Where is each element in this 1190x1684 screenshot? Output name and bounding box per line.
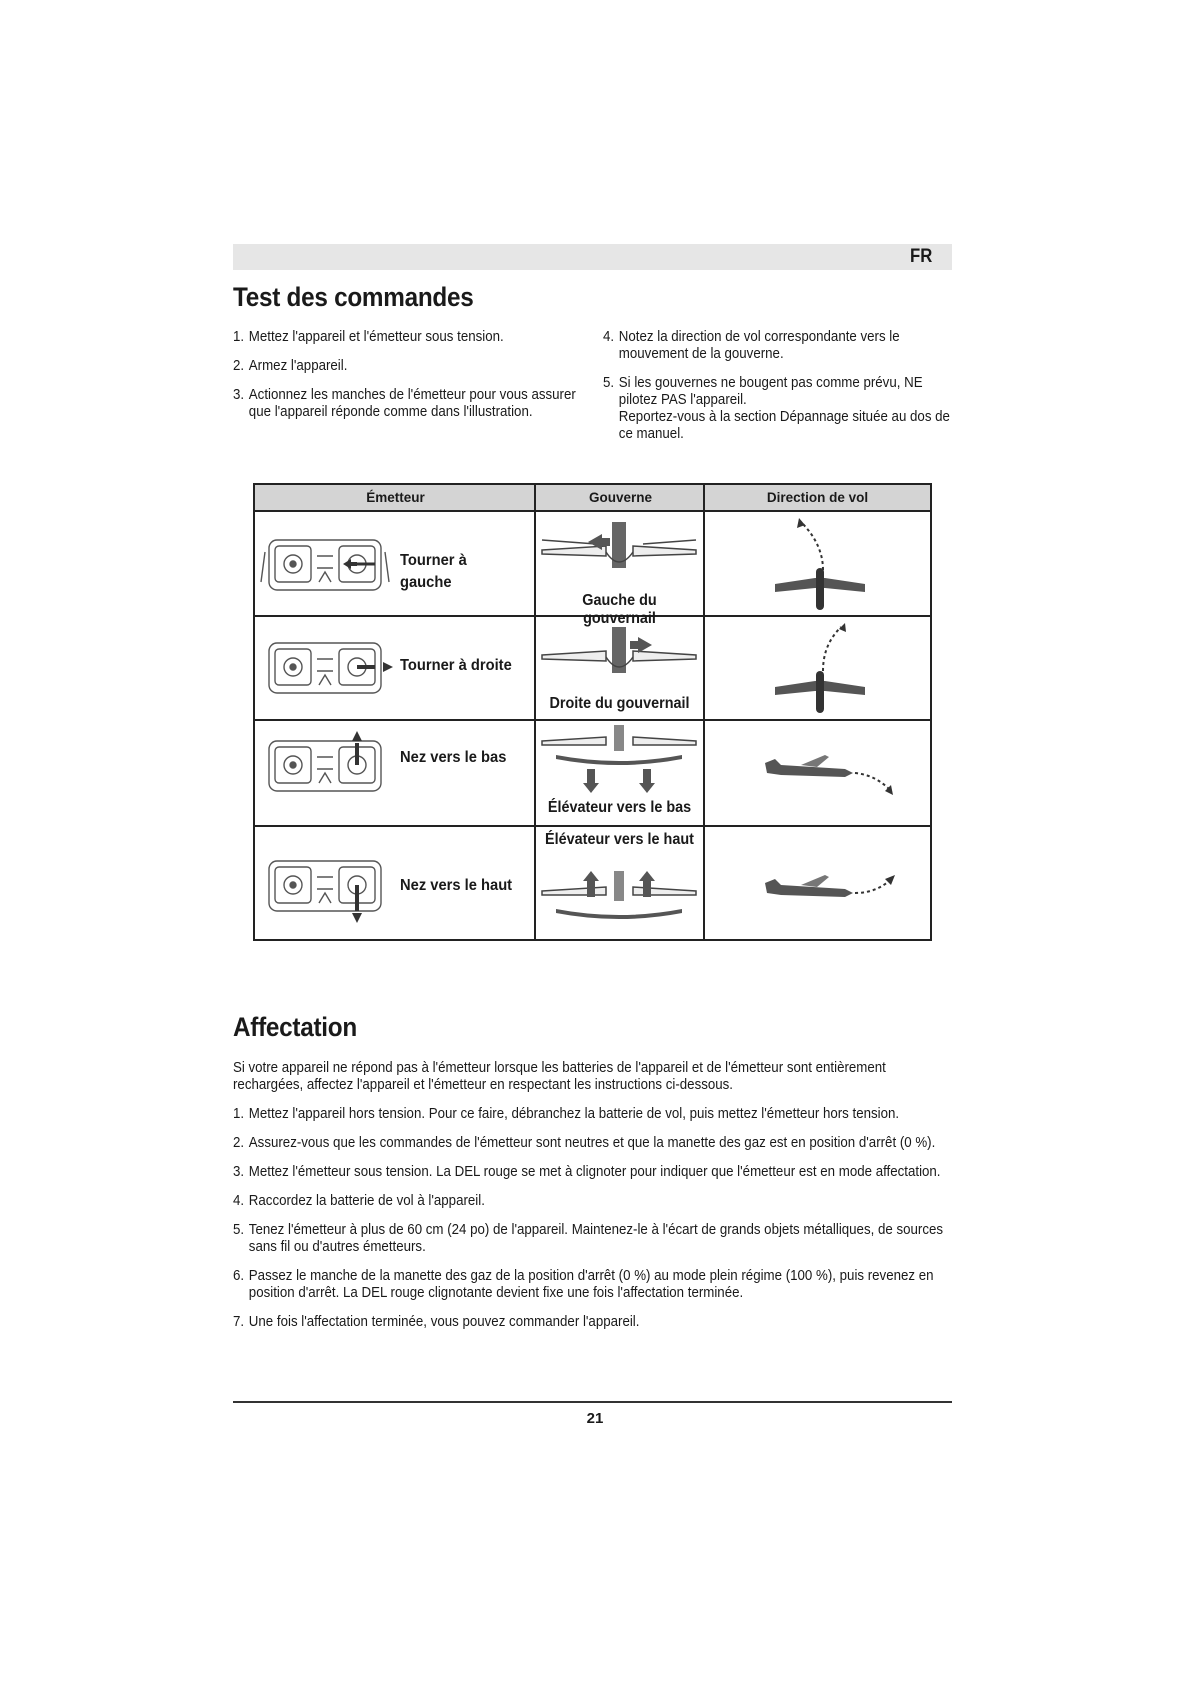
binding-intro: Si votre appareil ne répond pas à l'émetteur lorsque les batteries de l'appareil et de l'émetteur sont entièrement rechargées, affectez l'appareil et l'émetteur en respectant les instructions ci-dessous. [233, 1060, 886, 1093]
list-item: 1. Mettez l'appareil et l'émetteur sous tension. [233, 329, 504, 345]
table-row [255, 617, 534, 719]
list-item: 3. Mettez l'émetteur sous tension. La DEL rouge se met à clignoter pour indiquer que l'émetteur est en mode affectation. [233, 1164, 941, 1180]
table-row [705, 512, 930, 615]
surface-label: Gauche du gouvernail [582, 592, 657, 627]
stick-label: Tourner à gauche [400, 552, 467, 591]
stick-label: Tourner à droite [400, 657, 512, 674]
table-row [255, 721, 534, 825]
stick-label: Nez vers le bas [400, 749, 507, 766]
page-number: 21 [586, 1410, 604, 1427]
language-label: FR [909, 246, 932, 267]
surface-label: Élévateur vers le haut [545, 831, 694, 848]
transmitter-icon [255, 721, 395, 825]
elevator-up-icon [536, 857, 703, 937]
table-row [705, 721, 930, 825]
elevator-down-icon [536, 721, 703, 801]
footer-rule [233, 1401, 952, 1403]
table-row [255, 827, 534, 939]
table-row [705, 827, 930, 939]
surface-label: Droite du gouvernail [549, 695, 690, 712]
header-control-surface: Gouverne [536, 485, 705, 512]
plane-nose-down-icon [705, 721, 930, 825]
list-item: 5. Tenez l'émetteur à plus de 60 cm (24 po) de l'appareil. Maintenez-le à l'écart de grands objets métalliques, de sources sans fil ou d'autres émetteurs. [233, 1222, 944, 1255]
list-item: 1. Mettez l'appareil hors tension. Pour ce faire, débranchez la batterie de vol, puis mettez l'émetteur hors tension. [233, 1106, 900, 1122]
transmitter-icon [255, 827, 395, 939]
rudder-left-icon [536, 512, 703, 592]
section-title-control-test: Test des commandes [233, 282, 474, 312]
list-item: 2. Assurez-vous que les commandes de l'émetteur sont neutres et que la manette des gaz est en position d'arrêt (0 %). [233, 1135, 936, 1151]
list-item: 4. Raccordez la batterie de vol à l'appareil. [233, 1193, 485, 1209]
language-bar [233, 244, 952, 270]
plane-nose-up-icon [705, 827, 930, 939]
control-test-steps-left [233, 329, 576, 433]
table-row [536, 721, 703, 825]
surface-label: Élévateur vers le bas [547, 799, 692, 816]
list-item: 6. Passez le manche de la manette des gaz de la position d'arrêt (0 %) au mode plein régime (100 %), puis revenez en position d'arrêt. La DEL rouge clignotante devient fixe une fois l'affectation terminée. [233, 1268, 934, 1301]
binding-steps [233, 1106, 953, 1343]
control-test-steps-right [603, 329, 948, 455]
transmitter-icon [255, 617, 395, 719]
header-transmitter: Émetteur [255, 485, 536, 512]
list-item: 2. Armez l'appareil. [233, 358, 348, 374]
table-row [705, 617, 930, 719]
list-item: 4. Notez la direction de vol correspondante vers le mouvement de la gouverne. [603, 329, 900, 362]
table-row [255, 512, 534, 615]
list-item: 3. Actionnez les manches de l'émetteur pour vous assurer que l'appareil réponde comme dans l'illustration. [233, 387, 576, 420]
control-test-table [253, 483, 932, 941]
stick-label: Nez vers le haut [400, 877, 513, 894]
table-row [536, 512, 703, 627]
list-item: 5. Si les gouvernes ne bougent pas comme prévu, NE pilotez PAS l'appareil. Reportez-vous à la section Dépannage située au dos de ce manuel. [603, 375, 950, 442]
table-row [536, 617, 703, 719]
plane-turn-left-icon [705, 512, 930, 615]
section-title-binding: Affectation [233, 1012, 357, 1042]
table-row [536, 827, 703, 939]
transmitter-icon [255, 512, 395, 615]
plane-turn-right-icon [705, 617, 930, 719]
rudder-right-icon [536, 617, 703, 697]
list-item: 7. Une fois l'affectation terminée, vous pouvez commander l'appareil. [233, 1314, 640, 1330]
header-flight-direction: Direction de vol [705, 485, 930, 512]
